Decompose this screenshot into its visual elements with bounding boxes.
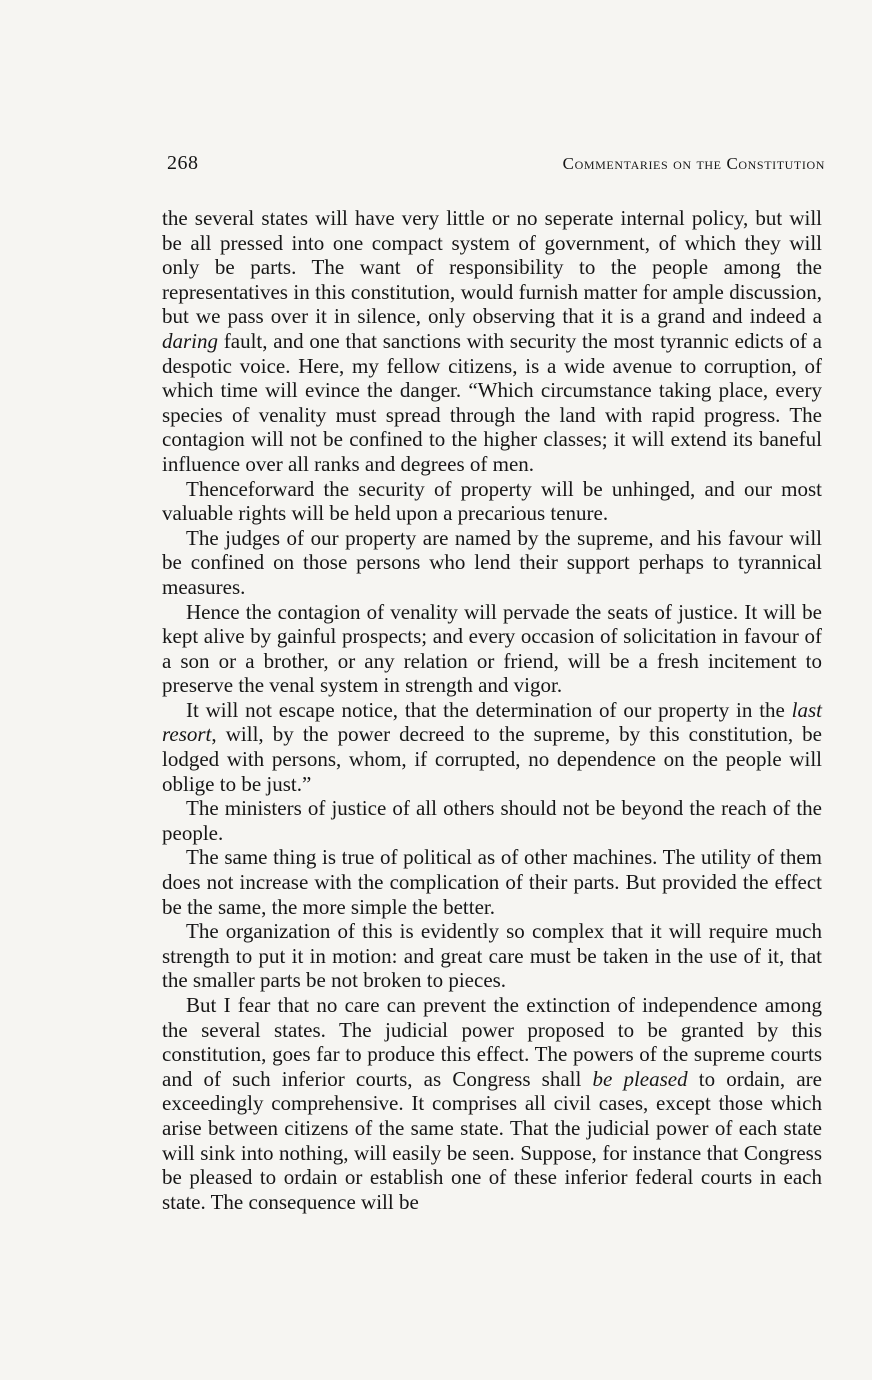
paragraph-text: to ordain, are exceedingly comprehensive. It comprises all civil cases, except those which arise between citizens of the same state. That the judicial power of each state will sink into nothing, will easily be seen. Suppose, for instance that Congress be pleased to ordain or establish one of these inferior federal courts in each state. The consequence will be bbox=[162, 1066, 822, 1214]
paragraph-text: Thenceforward the security of property will be unhinged, and our most valuable rights will be held upon a precarious tenure. bbox=[162, 476, 822, 526]
paragraph-text: It will not escape notice, that the determination of our property in the bbox=[186, 697, 792, 722]
paragraph bbox=[162, 526, 822, 600]
paragraph-text: The judges of our property are named by the supreme, and his favour will be confined on those persons who lend their support perhaps to tyrannical measures. bbox=[162, 525, 822, 599]
paragraph-text: the several states will have very little or no seperate internal policy, but will be all pressed into one compact system of government, of which they will only be parts. The want of responsibility to the people among the representatives in this constitution, would furnish matter for ample discussion, but we pass over it in silence, only observing that it is a grand and indeed a bbox=[162, 206, 822, 329]
paragraph bbox=[162, 206, 822, 477]
paragraph-text: Hence the contagion of venality will pervade the seats of justice. It will be kept alive by gainful prospects; and every occasion of solicitation in favour of a son or a brother, or any relation or friend, will be a fresh incitement to preserve the venal system in strength and vigor. bbox=[162, 599, 822, 698]
paragraph-text: But I fear that no care can prevent the extinction of independence among the several states. The judicial power proposed to be granted by this constitution, goes far to produce this effect. The powers of the supreme courts and of such inferior courts, as Congress shall bbox=[162, 993, 822, 1091]
italic-text: be pleased bbox=[592, 1066, 688, 1091]
italic-text: daring bbox=[162, 328, 219, 353]
paragraph-text: The ministers of justice of all others should not be beyond the reach of the people. bbox=[162, 796, 822, 845]
paragraph-text: fault, and one that sanctions with security the most tyrannic edicts of a despotic voice. Here, my fellow citizens, is a wide avenue to corruption, of which time will evince the danger. “Which circumstance taking place, every species of venality must spread through the land with rapid progress. The contagion will not be confined to the higher classes; it will extend its baneful influence over all ranks and degrees of men. bbox=[162, 328, 822, 476]
page-number: 268 bbox=[167, 152, 199, 174]
body-text bbox=[162, 206, 822, 1214]
running-head: Commentaries on the Constitution bbox=[562, 154, 825, 173]
italic-text: last resort bbox=[162, 697, 822, 747]
paragraph bbox=[162, 477, 822, 526]
page-header bbox=[167, 152, 825, 182]
paragraph bbox=[162, 698, 822, 796]
paragraph bbox=[162, 845, 822, 919]
paragraph-text: , will, by the power decreed to the supreme, by this constitution, be lodged with persons, whom, if corrupted, no dependence on the people will oblige to be just.” bbox=[162, 722, 822, 796]
paragraph bbox=[162, 993, 822, 1214]
paragraph bbox=[162, 796, 822, 845]
paragraph bbox=[162, 600, 822, 698]
paragraph bbox=[162, 919, 822, 993]
paragraph-text: The same thing is true of political as of other machines. The utility of them does not increase with the complication of their parts. But provided the effect be the same, the more simple the better. bbox=[162, 845, 822, 919]
paragraph-text: The organization of this is evidently so complex that it will require much strength to put it in motion: and great care must be taken in the use of it, that the smaller parts be not broken to pieces. bbox=[162, 919, 822, 993]
